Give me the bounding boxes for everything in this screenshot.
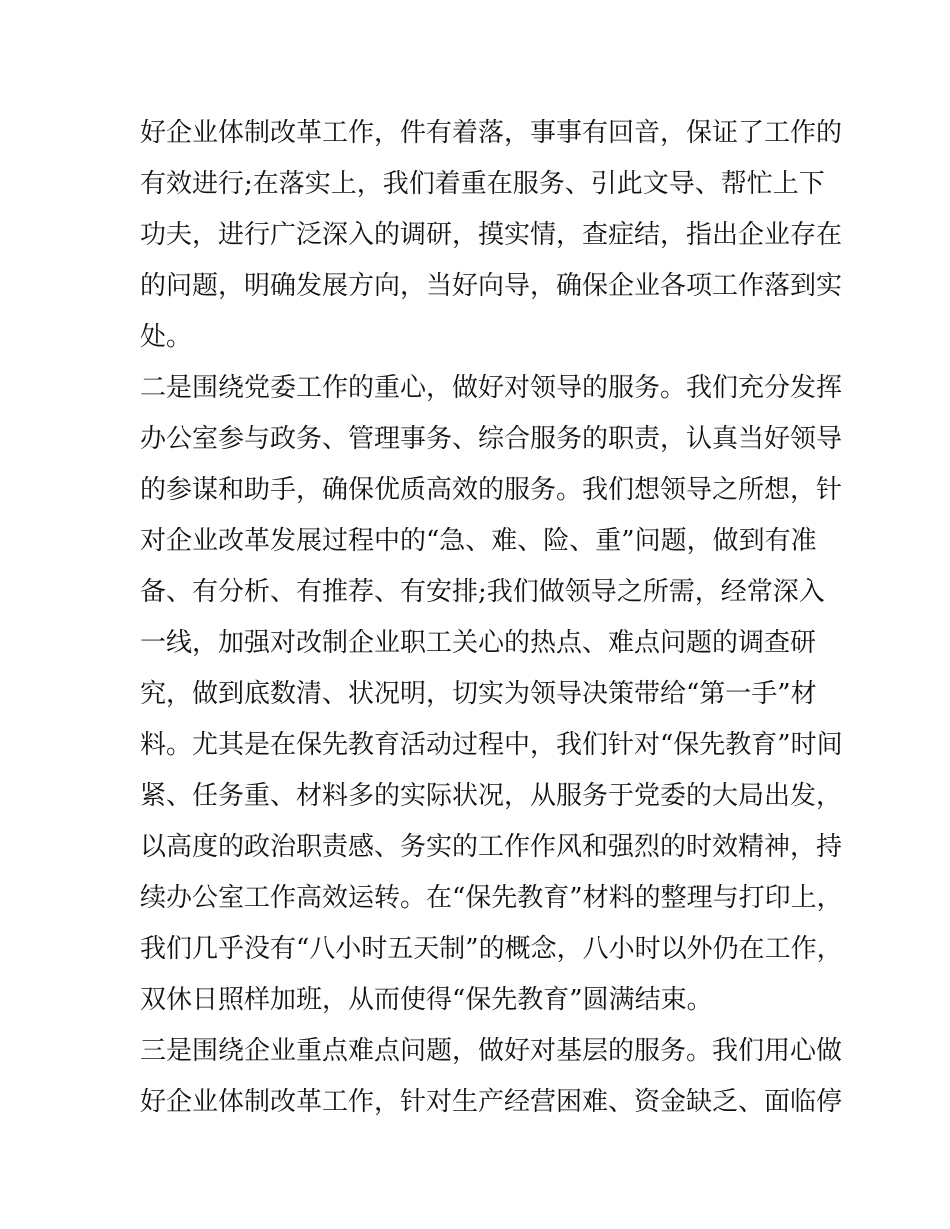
text-line: 的问题，明确发展方向，当好向导，确保企业各项工作落到实 (140, 271, 843, 301)
text-line: 办公室参与政务、管理事务、综合服务的职责，认真当好领导 (140, 424, 843, 454)
text-line: 续办公室工作高效运转。在“保先教育”材料的整理与打印上， (140, 883, 843, 913)
text-line: 功夫，进行广泛深入的调研，摸实情，查症结，指出企业存在 (140, 220, 843, 250)
text-line: 处。 (140, 322, 193, 352)
text-line: 紧、任务重、材料多的实际状况，从服务于党委的大局出发， (140, 781, 843, 811)
text-line: 的参谋和助手，确保优质高效的服务。我们想领导之所想，针 (140, 475, 843, 505)
text-line: 好企业体制改革工作，件有着落，事事有回音，保证了工作的 (140, 118, 843, 148)
text-line: 双休日照样加班，从而使得“保先教育”圆满结束。 (140, 985, 713, 1015)
text-line: 以高度的政治职责感、务实的工作作风和强烈的时效精神，持 (140, 832, 843, 862)
body-text (140, 108, 843, 1128)
text-line: 有效进行;在落实上，我们着重在服务、引此文导、帮忙上下 (140, 169, 825, 199)
text-line: 二是围绕党委工作的重心，做好对领导的服务。我们充分发挥 (140, 373, 843, 403)
text-line: 一线，加强对改制企业职工关心的热点、难点问题的调查研 (140, 628, 817, 658)
text-line: 备、有分析、有推荐、有安排;我们做领导之所需，经常深入 (140, 577, 825, 607)
text-line: 我们几乎没有“八小时五天制”的概念，八小时以外仍在工作， (140, 934, 843, 964)
text-line: 好企业体制改革工作，针对生产经营困难、资金缺乏、面临停 (140, 1087, 843, 1117)
text-line: 料。尤其是在保先教育活动过程中，我们针对“保先教育”时间 (140, 730, 843, 760)
text-line: 究，做到底数清、状况明，切实为领导决策带给“第一手”材 (140, 679, 817, 709)
text-line: 对企业改革发展过程中的“急、难、险、重”问题，做到有准 (140, 526, 817, 556)
text-line: 三是围绕企业重点难点问题，做好对基层的服务。我们用心做 (140, 1036, 843, 1066)
